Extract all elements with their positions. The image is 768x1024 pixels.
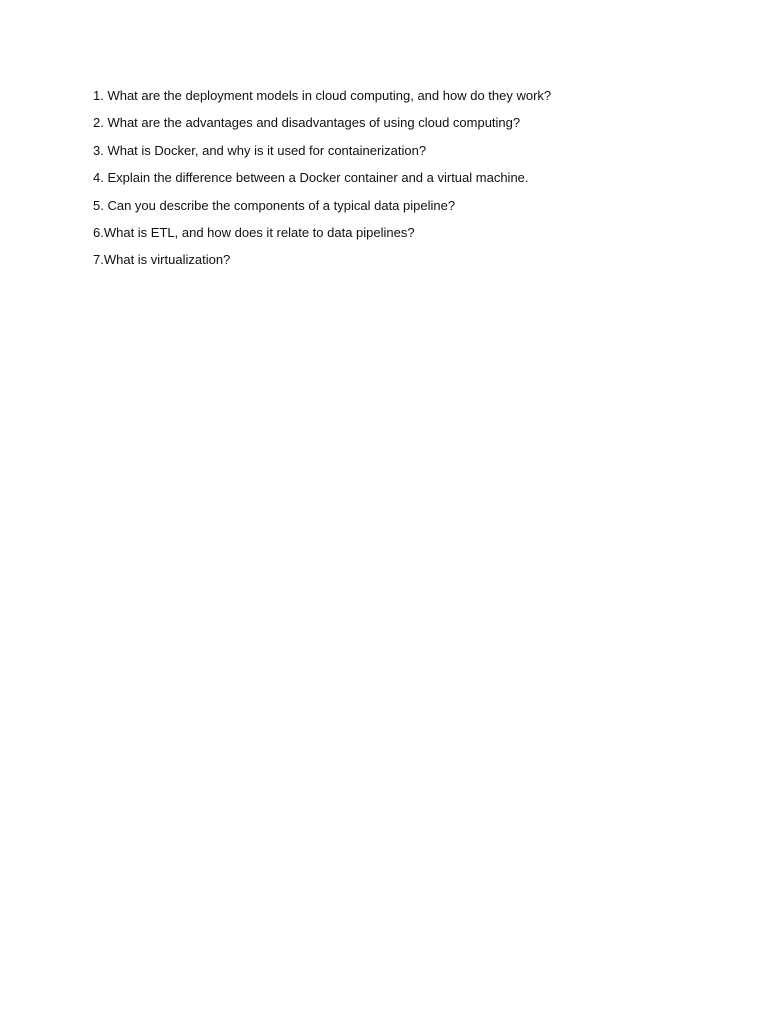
question-5: 5. Can you describe the components of a typical data pipeline?	[93, 197, 456, 213]
question-1: 1. What are the deployment models in cloud computing, and how do they work?	[93, 88, 552, 103]
question-3: 3. What is Docker, and why is it used for containerization?	[93, 142, 427, 158]
question-4: 4. Explain the difference between a Docker container and a virtual machine.	[93, 170, 529, 186]
question-list	[93, 86, 551, 278]
question-6: 6.What is ETL, and how does it relate to data pipelines?	[93, 224, 415, 240]
question-7: 7.What is virtualization?	[93, 252, 231, 268]
question-2: 2. What are the advantages and disadvantages of using cloud computing?	[93, 115, 521, 131]
